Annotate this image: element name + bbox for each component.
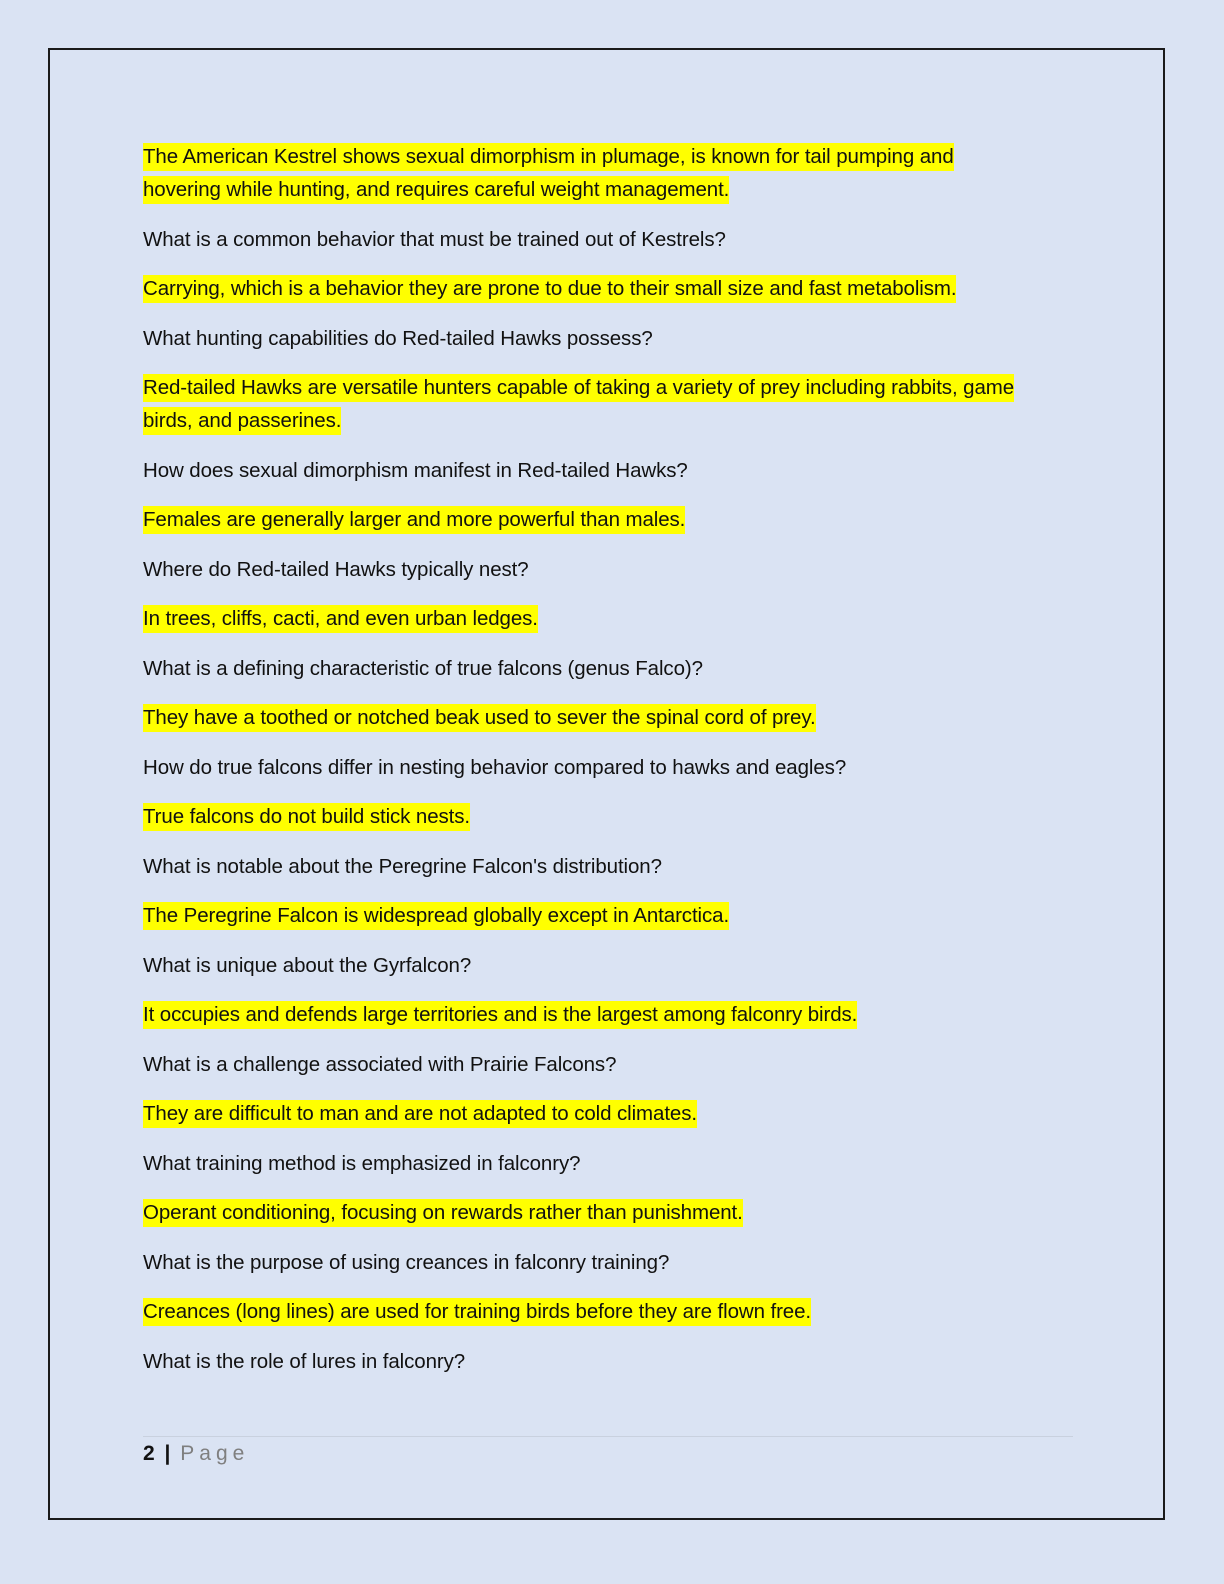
question-paragraph <box>143 652 1033 685</box>
question-text: What is a challenge associated with Prairie Falcons? <box>143 1052 617 1076</box>
question-paragraph <box>143 1345 1033 1378</box>
highlighted-answer-text: They have a toothed or notched beak used to sever the spinal cord of prey. <box>143 704 816 732</box>
question-paragraph <box>143 454 1033 487</box>
highlighted-answer-text: Females are generally larger and more powerful than males. <box>143 506 685 534</box>
highlighted-answer-text: Creances (long lines) are used for training birds before they are flown free. <box>143 1298 811 1326</box>
answer-paragraph <box>143 998 1033 1031</box>
highlighted-answer-text: True falcons do not build stick nests. <box>143 803 470 831</box>
highlighted-answer-text: Red-tailed Hawks are versatile hunters capable of taking a variety of prey including rabbits, game birds, and passerines. <box>143 374 1014 435</box>
question-paragraph <box>143 751 1033 784</box>
question-paragraph <box>143 322 1033 355</box>
footer-rule <box>143 1436 1073 1437</box>
question-text: What is a defining characteristic of true falcons (genus Falco)? <box>143 656 703 680</box>
answer-paragraph <box>143 272 1033 305</box>
answer-paragraph <box>143 899 1033 932</box>
highlighted-answer-text: Operant conditioning, focusing on rewards rather than punishment. <box>143 1199 743 1227</box>
question-text: What is the role of lures in falconry? <box>143 1349 466 1373</box>
question-text: What training method is emphasized in falconry? <box>143 1151 581 1175</box>
question-paragraph <box>143 553 1033 586</box>
answer-paragraph <box>143 503 1033 536</box>
highlighted-answer-text: Carrying, which is a behavior they are prone to due to their small size and fast metabolism. <box>143 275 956 303</box>
question-paragraph <box>143 1246 1033 1279</box>
highlighted-answer-text: The American Kestrel shows sexual dimorphism in plumage, is known for tail pumping and hovering while hunting, and requires careful weight management. <box>143 143 954 204</box>
highlighted-answer-text: In trees, cliffs, cacti, and even urban ledges. <box>143 605 538 633</box>
answer-paragraph <box>143 800 1033 833</box>
question-paragraph <box>143 1147 1033 1180</box>
question-text: What is unique about the Gyrfalcon? <box>143 953 472 977</box>
answer-paragraph <box>143 1097 1033 1130</box>
question-paragraph <box>143 1048 1033 1081</box>
highlighted-answer-text: It occupies and defends large territories and is the largest among falconry birds. <box>143 1001 857 1029</box>
document-body <box>143 140 1033 1394</box>
answer-paragraph <box>143 602 1033 635</box>
answer-paragraph <box>143 140 1033 206</box>
question-text: Where do Red-tailed Hawks typically nest? <box>143 557 529 581</box>
question-paragraph <box>143 949 1033 982</box>
question-text: What is the purpose of using creances in falconry training? <box>143 1250 670 1274</box>
page-footer <box>143 1440 249 1468</box>
question-text: What is a common behavior that must be trained out of Kestrels? <box>143 227 726 251</box>
footer-separator: | <box>164 1442 171 1465</box>
page-label: Page <box>180 1442 250 1465</box>
question-paragraph <box>143 223 1033 256</box>
question-text: What hunting capabilities do Red-tailed Hawks possess? <box>143 326 653 350</box>
question-text: How does sexual dimorphism manifest in Red-tailed Hawks? <box>143 458 688 482</box>
question-text: What is notable about the Peregrine Falcon's distribution? <box>143 854 662 878</box>
answer-paragraph <box>143 371 1033 437</box>
answer-paragraph <box>143 1295 1033 1328</box>
answer-paragraph <box>143 1196 1033 1229</box>
answer-paragraph <box>143 701 1033 734</box>
page-number: 2 <box>143 1442 155 1465</box>
question-text: How do true falcons differ in nesting behavior compared to hawks and eagles? <box>143 755 847 779</box>
highlighted-answer-text: They are difficult to man and are not adapted to cold climates. <box>143 1100 697 1128</box>
question-paragraph <box>143 850 1033 883</box>
highlighted-answer-text: The Peregrine Falcon is widespread globally except in Antarctica. <box>143 902 729 930</box>
